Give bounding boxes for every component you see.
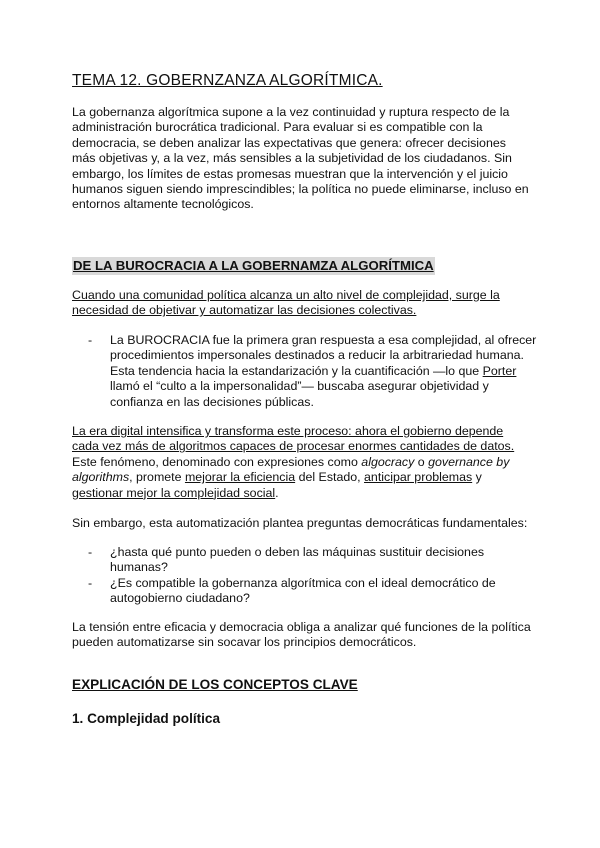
porter-link[interactable]: Porter: [482, 363, 517, 378]
text-run: .: [275, 485, 279, 500]
tension-paragraph: La tensión entre eficacia y democracia obliga a analizar qué funciones de la política pueden automatizarse sin socavar los principios democráticos.: [72, 620, 531, 650]
manage-underlined: gestionar mejor la complejidad social: [72, 485, 276, 500]
complexity-text: Cuando una comunidad política alcanza un alto nivel de complejidad, surge la necesidad de objetivar y automatizar las decisiones colectivas.: [72, 288, 500, 318]
text-run: del Estado,: [295, 470, 365, 485]
text-run: , promete: [129, 470, 185, 485]
list-item: [72, 576, 542, 607]
text-run: o: [414, 454, 429, 469]
text-run: y: [472, 470, 482, 485]
questions-list: [72, 545, 542, 607]
efficiency-underlined: mejorar la eficiencia: [184, 470, 296, 485]
question-text: ¿hasta qué punto pueden o deben las máquinas sustituir decisiones humanas?: [110, 545, 485, 575]
dash-bullet: -: [88, 575, 93, 590]
burocracia-list: [72, 333, 542, 410]
complexity-paragraph: [72, 288, 532, 319]
bullet-text-after: llamó el “culto a la impersonalidad”— buscaba asegurar objetividad y confianza en las decisiones públicas.: [110, 379, 489, 409]
dash-bullet: -: [88, 545, 93, 559]
governance-term: governance by algorithms: [72, 454, 510, 485]
digital-era-paragraph: [72, 424, 532, 501]
list-item: [72, 333, 542, 410]
algocracy-term: algocracy: [361, 454, 415, 469]
dash-bullet: -: [88, 333, 93, 347]
document-title: TEMA 12. GOBERNZANZA ALGORÍTMICA.: [72, 72, 383, 89]
question-text: ¿Es compatible la gobernanza algorítmica con el ideal democrático de autogobierno ciudadano?: [110, 575, 496, 606]
list-item: [72, 545, 542, 576]
anticipate-underlined: anticipar problemas: [364, 470, 473, 485]
however-paragraph: Sin embargo, esta automatización plantea preguntas democráticas fundamentales:: [72, 516, 528, 530]
section-heading-burocracia: DE LA BUROCRACIA A LA GOBERNAMZA ALGORÍTMICA: [73, 258, 434, 273]
key-concepts-heading: EXPLICACIÓN DE LOS CONCEPTOS CLAVE: [72, 677, 358, 692]
subheading-complexity: 1. Complejidad política: [72, 711, 221, 726]
intro-paragraph: La gobernanza algorítmica supone a la vez continuidad y ruptura respecto de la administración burocrática tradicional. Para evaluar si es compatible con la democracia, se deben analizar las expectativas que genera: ofrecer decisiones más objetivas y, a la vez, más sensibles a la subjetividad de los ciudadanos. Sin embargo, los límites de estas promesas muestran que la intervención y el juicio humanos siguen siendo imprescindibles; la política no puede eliminarse, incluso en entornos altamente tecnológicos.: [72, 105, 529, 212]
digital-era-underlined: La era digital intensifica y transforma este proceso: ahora el gobierno depende cada vez más de algoritmos capaces de procesar enormes cantidades de datos.: [72, 424, 515, 454]
bullet-text-before: La BUROCRACIA fue la primera gran respuesta a esa complejidad, al ofrecer procedimientos impersonales destinados a reducir la arbitrariedad humana. Esta tendencia hacia la estandarización y la cuantificación —lo que: [110, 333, 537, 378]
text-run: Este fenómeno, denominado con expresiones como: [72, 454, 362, 469]
